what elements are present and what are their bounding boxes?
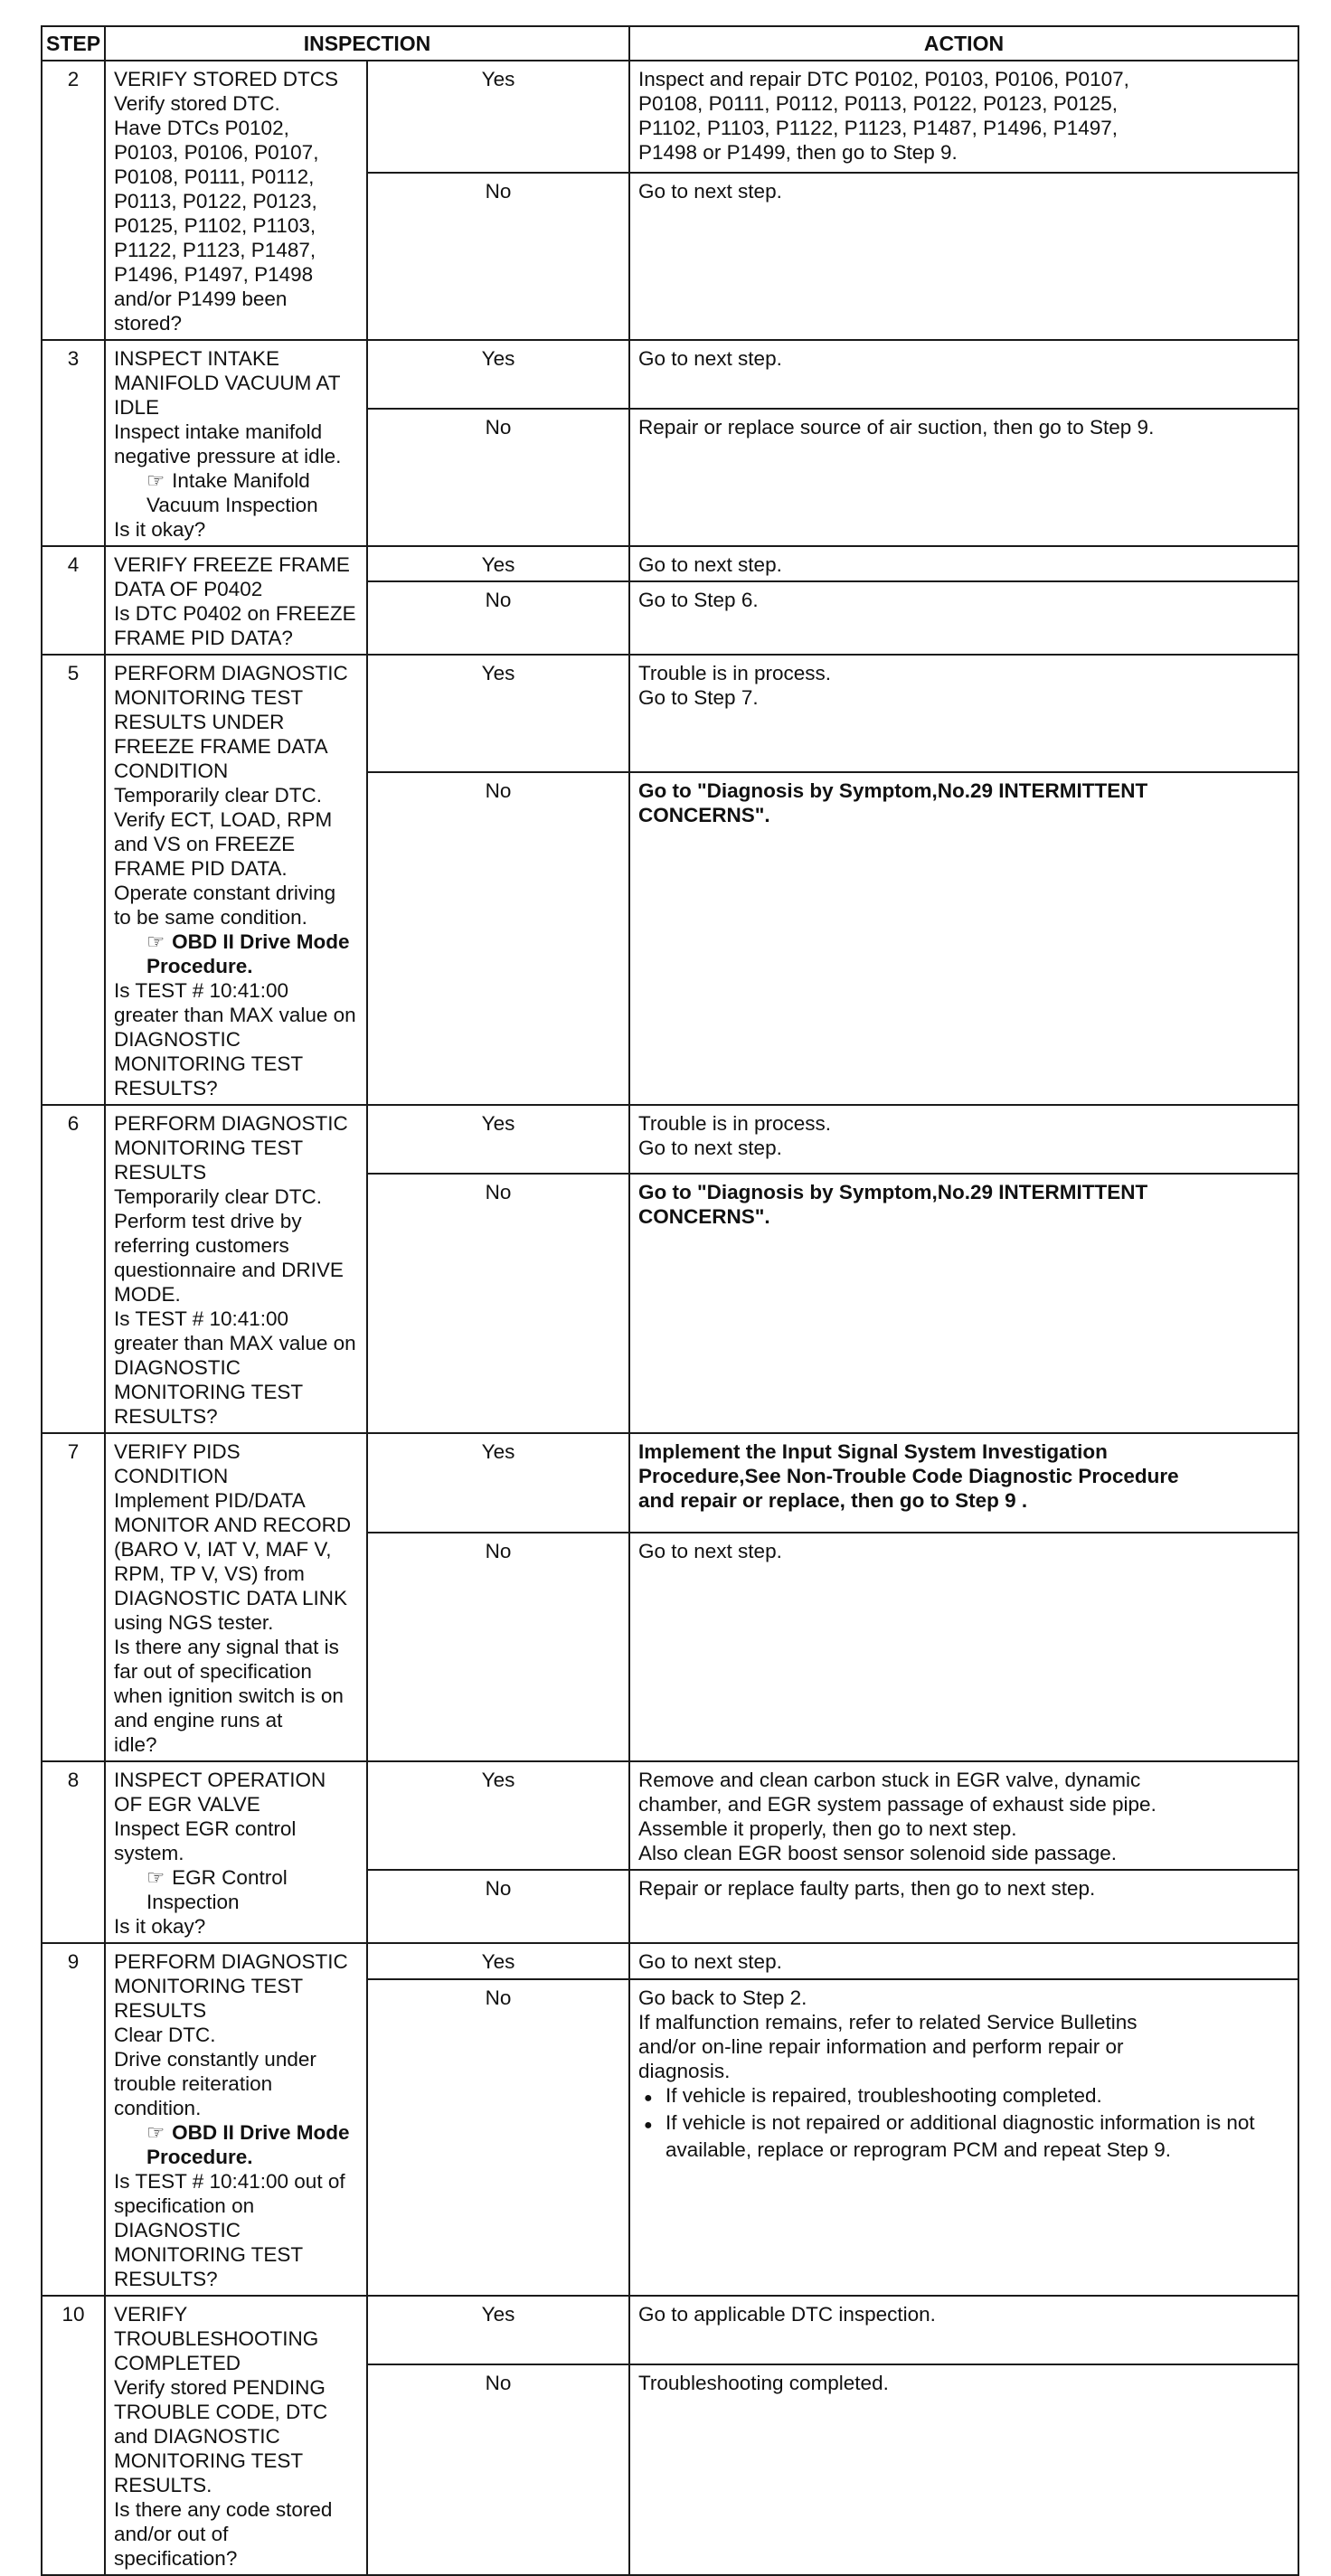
text-line: PERFORM DIAGNOSTIC MONITORING TEST [114, 1950, 348, 1997]
step-number: 2 [42, 61, 105, 340]
text-line: DIAGNOSTIC MONITORING TEST RESULTS? [114, 2219, 303, 2290]
text-line: RESULTS [114, 1161, 207, 1184]
text-line: Is there any signal that is far out of specification [114, 1636, 339, 1683]
text-line: Inspect intake manifold negative pressure at idle. [114, 420, 342, 467]
text-line: PERFORM DIAGNOSTIC MONITORING TEST [114, 662, 348, 709]
no-action [629, 1870, 1298, 1943]
text-line: INSPECT INTAKE MANIFOLD VACUUM AT IDLE [114, 347, 341, 419]
text-line: RESULTS. [114, 2474, 212, 2496]
step-row-yes [42, 340, 1298, 409]
yes-action [629, 655, 1298, 772]
text-line: condition. [114, 2097, 202, 2119]
text-line: Is TEST # 10:41:00 greater than MAX value on [114, 979, 356, 1026]
inspection-cell [105, 1943, 367, 2296]
text-line: VERIFY STORED DTCS [114, 68, 338, 90]
text-line: P1496, P1497, P1498 and/or P1499 been [114, 263, 314, 310]
no-label: No [367, 1533, 629, 1761]
text-line: stored? [114, 312, 183, 335]
text-line: Inspect EGR control system. [114, 1817, 297, 1864]
text-line: Procedure,See Non-Trouble Code Diagnostic Procedure [638, 1465, 1179, 1487]
text-line: Verify ECT, LOAD, RPM and VS on FREEZE [114, 808, 333, 855]
text-line: Go to next step. [638, 1950, 782, 1973]
no-action [629, 409, 1298, 546]
no-label: No [367, 1870, 629, 1943]
no-action [629, 581, 1298, 655]
text-line: Also clean EGR boost sensor solenoid side passage. [638, 1842, 1118, 1864]
text-line: INSPECT OPERATION OF EGR VALVE [114, 1769, 326, 1816]
text-line: P0108, P0111, P0112, P0113, P0122, P0123, P0125, [638, 92, 1119, 115]
text-line: VERIFY PIDS CONDITION [114, 1440, 241, 1487]
no-action [629, 1174, 1298, 1433]
yes-label: Yes [367, 1105, 629, 1174]
no-action [629, 1533, 1298, 1761]
yes-action [629, 61, 1298, 173]
yes-action [629, 2296, 1298, 2364]
step-number: 10 [42, 2296, 105, 2575]
no-action [629, 2364, 1298, 2575]
text-line: DIAGNOSTIC MONITORING TEST RESULTS? [114, 1356, 303, 1428]
yes-label: Yes [367, 61, 629, 173]
text-line: Perform test drive by referring customers [114, 1210, 302, 1257]
step-row-yes [42, 2296, 1298, 2364]
inspection-cell [105, 546, 367, 655]
step-number: 5 [42, 655, 105, 1105]
text-line: P1498 or P1499, then go to Step 9. [638, 141, 958, 164]
step-row-yes [42, 1761, 1298, 1870]
text-line: and/or on-line repair information and perform repair or [638, 2035, 1124, 2058]
text-line: Trouble is in process. [638, 662, 832, 684]
text-line: Is TEST # 10:41:00 out of specification on [114, 2170, 345, 2217]
step-row-yes [42, 655, 1298, 772]
bullet-item: ● If vehicle is not repaired or additional diagnostic information is not available, replace or reprogram PCM and repeat Step 9. [638, 2110, 1289, 2162]
text-line: (BARO V, IAT V, MAF V, RPM, TP V, VS) from [114, 1538, 332, 1585]
yes-label: Yes [367, 2296, 629, 2364]
no-label: No [367, 772, 629, 1105]
text-line: Go to "Diagnosis by Symptom,No.29 INTERMITTENT [638, 1181, 1148, 1203]
text-line: VERIFY FREEZE FRAME DATA OF P0402 [114, 553, 350, 600]
text-line: VERIFY TROUBLESHOOTING COMPLETED [114, 2303, 319, 2374]
text-line: CONDITION [114, 760, 229, 782]
action-header: ACTION [629, 26, 1298, 61]
text-line: DIAGNOSTIC MONITORING TEST RESULTS? [114, 1028, 303, 1099]
text-line: Go back to Step 2. [638, 1986, 807, 2009]
no-action [629, 173, 1298, 340]
reference-link[interactable]: ☞ OBD II Drive Mode Procedure. [114, 2120, 358, 2169]
yes-action [629, 1105, 1298, 1174]
text-line: Go to Step 7. [638, 686, 759, 709]
text-line: Implement the Input Signal System Investigation [638, 1440, 1108, 1463]
text-line: Operate constant driving to be same condition. [114, 882, 336, 929]
step-row-yes [42, 1433, 1298, 1533]
text-line: PERFORM DIAGNOSTIC MONITORING TEST [114, 1112, 348, 1159]
text-line: P1102, P1103, P1122, P1123, P1487, P1496, P1497, [638, 117, 1119, 139]
text-line: Have DTCs P0102, P0103, P0106, P0107, [114, 117, 319, 164]
inspection-cell [105, 340, 367, 546]
text-line: RESULTS [114, 1999, 207, 2022]
text-line: Drive constantly under trouble reiteration [114, 2048, 316, 2095]
text-line: Go to "Diagnosis by Symptom,No.29 INTERMITTENT [638, 779, 1148, 802]
inspection-cell [105, 1433, 367, 1761]
bullet-item: ● If vehicle is repaired, troubleshooting completed. [638, 2083, 1289, 2110]
yes-label: Yes [367, 655, 629, 772]
no-action [629, 772, 1298, 1105]
inspection-cell [105, 655, 367, 1105]
yes-action [629, 1943, 1298, 1979]
step-number: 9 [42, 1943, 105, 2296]
header-row [42, 26, 1298, 61]
yes-label: Yes [367, 1761, 629, 1870]
text-line: Temporarily clear DTC. [114, 1185, 323, 1208]
text-line: P0125, P1102, P1103, P1122, P1123, P1487, [114, 214, 316, 261]
text-line: Go to next step. [638, 553, 782, 576]
text-line: Go to next step. [638, 1540, 782, 1562]
text-line: chamber, and EGR system passage of exhaust side pipe. [638, 1793, 1156, 1816]
text-line: and repair or replace, then go to Step 9 . [638, 1489, 1028, 1512]
yes-label: Yes [367, 1433, 629, 1533]
yes-label: Yes [367, 340, 629, 409]
no-label: No [367, 409, 629, 546]
step-number: 4 [42, 546, 105, 655]
yes-action [629, 1761, 1298, 1870]
text-line: Go to next step. [638, 1137, 782, 1159]
text-line: when ignition switch is on and engine runs at [114, 1684, 344, 1731]
text-line: Repair or replace faulty parts, then go to next step. [638, 1877, 1096, 1900]
text-line: Is it okay? [114, 1915, 206, 1938]
no-label: No [367, 2364, 629, 2575]
step-number: 3 [42, 340, 105, 546]
text-line: RESULTS UNDER FREEZE FRAME DATA [114, 711, 328, 758]
text-line: Trouble is in process. [638, 1112, 832, 1135]
text-line: P0108, P0111, P0112, P0113, P0122, P0123, [114, 165, 317, 212]
text-line: specification? [114, 2547, 238, 2570]
inspection-header: INSPECTION [105, 26, 629, 61]
text-line: Implement PID/DATA MONITOR AND RECORD [114, 1489, 352, 1536]
text-line: Is there any code stored and/or out of [114, 2498, 333, 2545]
text-line: Is it okay? [114, 518, 206, 541]
inspection-cell [105, 1761, 367, 1943]
step-row-yes [42, 61, 1298, 173]
step-row-yes [42, 546, 1298, 581]
text-line: Is DTC P0402 on FREEZE FRAME PID DATA? [114, 602, 356, 649]
text-line: Go to Step 6. [638, 589, 759, 611]
inspection-cell [105, 1105, 367, 1433]
diagnostic-table [41, 25, 1299, 2576]
step-number: 6 [42, 1105, 105, 1433]
inspection-cell [105, 2296, 367, 2575]
yes-label: Yes [367, 546, 629, 581]
step-row-yes [42, 1105, 1298, 1174]
yes-action [629, 546, 1298, 581]
text-line: Inspect and repair DTC P0102, P0103, P0106, P0107, [638, 68, 1129, 90]
step-header: STEP [42, 26, 105, 61]
text-line: Assemble it properly, then go to next step. [638, 1817, 1017, 1840]
no-label: No [367, 1979, 629, 2296]
yes-label: Yes [367, 1943, 629, 1979]
text-line: DIAGNOSTIC DATA LINK using NGS tester. [114, 1587, 347, 1634]
no-label: No [367, 581, 629, 655]
no-label: No [367, 173, 629, 340]
yes-action [629, 340, 1298, 409]
step-row-yes [42, 1943, 1298, 1979]
text-line: Verify stored DTC. [114, 92, 280, 115]
text-line: CONCERNS". [638, 804, 770, 826]
text-line: Go to next step. [638, 347, 782, 370]
no-label: No [367, 1174, 629, 1433]
step-number: 7 [42, 1433, 105, 1761]
reference-link[interactable]: ☞ Intake Manifold Vacuum Inspection [114, 468, 358, 517]
text-line: FRAME PID DATA. [114, 857, 288, 880]
yes-action [629, 1433, 1298, 1533]
text-line: diagnosis. [638, 2060, 731, 2082]
reference-link[interactable]: ☞ EGR Control Inspection [114, 1865, 358, 1914]
text-line: and DIAGNOSTIC MONITORING TEST [114, 2425, 304, 2472]
text-line: If malfunction remains, refer to related Service Bulletins [638, 2011, 1137, 2033]
text-line: Verify stored PENDING TROUBLE CODE, DTC [114, 2376, 328, 2423]
text-line: CONCERNS". [638, 1205, 770, 1228]
text-line: Go to next step. [638, 180, 782, 203]
text-line: Is TEST # 10:41:00 greater than MAX value on [114, 1307, 356, 1354]
text-line: questionnaire and DRIVE MODE. [114, 1259, 344, 1306]
text-line: Clear DTC. [114, 2024, 216, 2046]
text-line: Troubleshooting completed. [638, 2372, 889, 2394]
reference-link[interactable]: ☞ OBD II Drive Mode Procedure. [114, 929, 358, 978]
text-line: idle? [114, 1733, 157, 1756]
text-line: Repair or replace source of air suction, then go to Step 9. [638, 416, 1155, 439]
no-action [629, 1979, 1298, 2296]
step-number: 8 [42, 1761, 105, 1943]
text-line: Temporarily clear DTC. [114, 784, 323, 807]
inspection-cell [105, 61, 367, 340]
text-line: Go to applicable DTC inspection. [638, 2303, 936, 2326]
text-line: Remove and clean carbon stuck in EGR valve, dynamic [638, 1769, 1141, 1791]
